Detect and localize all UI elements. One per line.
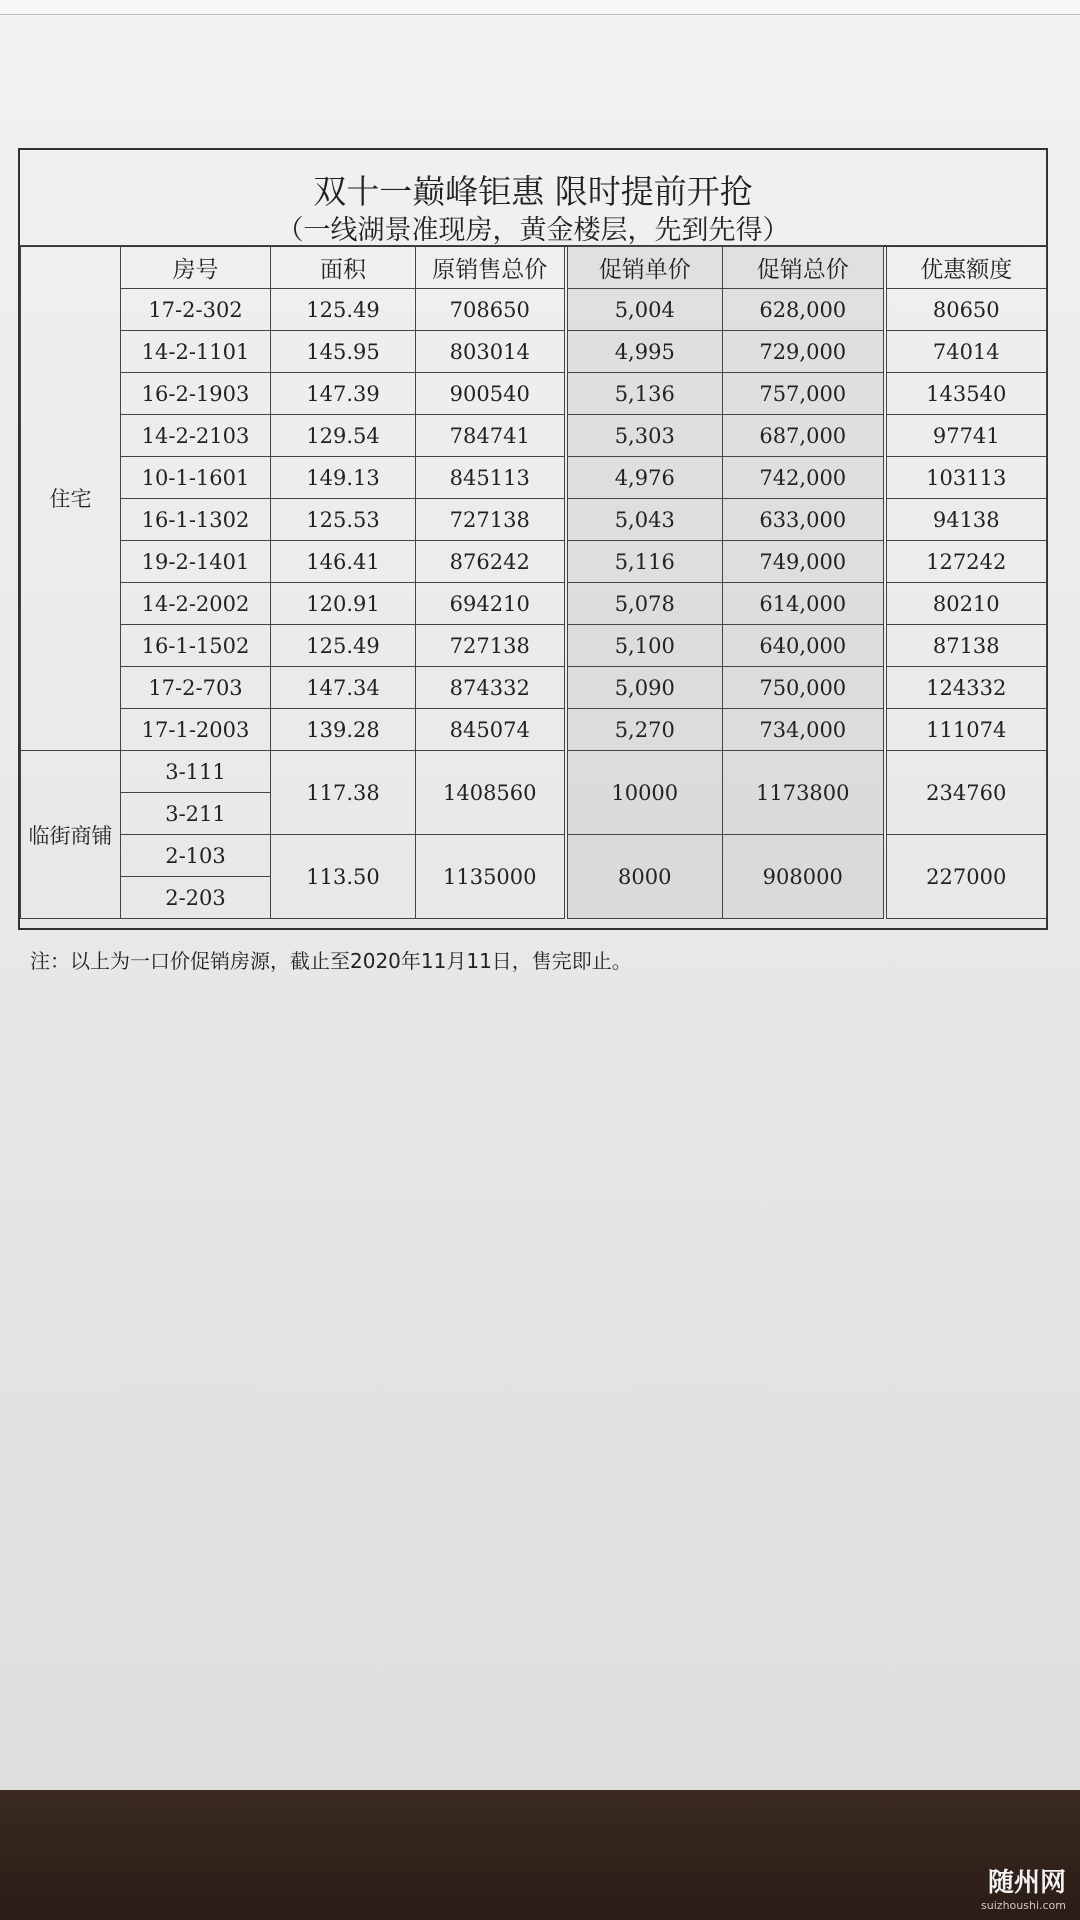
unit-cell: 10-1-1601: [121, 457, 271, 499]
original-total-cell: 874332: [416, 667, 566, 709]
unit-cell: 16-1-1302: [121, 499, 271, 541]
unit-cell: 2-103: [121, 835, 271, 877]
unit-cell: 14-2-2002: [121, 583, 271, 625]
discount-cell: 80650: [885, 289, 1047, 331]
unit-cell: 17-1-2003: [121, 709, 271, 751]
area-cell: 147.39: [271, 373, 416, 415]
col-header-area: 面积: [271, 246, 416, 289]
unit-cell: 16-2-1903: [121, 373, 271, 415]
original-total-cell: 845113: [416, 457, 566, 499]
original-total-cell: 784741: [416, 415, 566, 457]
promo-total-cell: 908000: [723, 835, 885, 919]
table-row: [21, 835, 1047, 877]
unit-price-cell: 4,976: [566, 457, 723, 499]
col-header-unit-price: 促销单价: [566, 246, 723, 289]
promo-total-cell: 640,000: [723, 625, 885, 667]
area-cell: 120.91: [271, 583, 416, 625]
table-row: [21, 373, 1047, 415]
area-cell: 146.41: [271, 541, 416, 583]
promo-total-cell: 628,000: [723, 289, 885, 331]
discount-cell: 94138: [885, 499, 1047, 541]
discount-cell: 143540: [885, 373, 1047, 415]
promo-table: [18, 148, 1048, 930]
area-cell: 125.49: [271, 289, 416, 331]
discount-cell: 74014: [885, 331, 1047, 373]
promo-total-cell: 633,000: [723, 499, 885, 541]
unit-cell: 3-211: [121, 793, 271, 835]
unit-price-cell: 5,136: [566, 373, 723, 415]
original-total-cell: 1135000: [416, 835, 566, 919]
area-cell: 113.50: [271, 835, 416, 919]
original-total-cell: 876242: [416, 541, 566, 583]
unit-price-cell: 10000: [566, 751, 723, 835]
discount-cell: 87138: [885, 625, 1047, 667]
col-header-original-total: 原销售总价: [416, 246, 566, 289]
promo-total-cell: 729,000: [723, 331, 885, 373]
table-row: [21, 331, 1047, 373]
col-header-unit: 房号: [121, 246, 271, 289]
unit-price-cell: 5,116: [566, 541, 723, 583]
promo-total-cell: 614,000: [723, 583, 885, 625]
promo-total-cell: 734,000: [723, 709, 885, 751]
area-cell: 145.95: [271, 331, 416, 373]
unit-cell: 3-111: [121, 751, 271, 793]
discount-cell: 124332: [885, 667, 1047, 709]
original-total-cell: 1408560: [416, 751, 566, 835]
table-title-block: [20, 150, 1046, 247]
table-row: [21, 415, 1047, 457]
unit-price-cell: 5,100: [566, 625, 723, 667]
discount-cell: 227000: [885, 835, 1047, 919]
promo-total-cell: 687,000: [723, 415, 885, 457]
original-total-cell: 727138: [416, 625, 566, 667]
original-total-cell: 900540: [416, 373, 566, 415]
unit-cell: 2-203: [121, 877, 271, 919]
table-subtitle: （一线湖景准现房，黄金楼层，先到先得）: [276, 215, 790, 246]
discount-cell: 234760: [885, 751, 1047, 835]
unit-price-cell: 5,090: [566, 667, 723, 709]
unit-price-cell: 5,043: [566, 499, 723, 541]
discount-cell: 127242: [885, 541, 1047, 583]
original-total-cell: 708650: [416, 289, 566, 331]
unit-cell: 17-2-302: [121, 289, 271, 331]
category-shops: 临街商铺: [21, 751, 121, 919]
category-residential: 住宅: [21, 246, 121, 751]
area-cell: 149.13: [271, 457, 416, 499]
area-cell: 125.53: [271, 499, 416, 541]
footnote: 注：以上为一口价促销房源，截止至2020年11月11日，售完即止。: [30, 949, 632, 973]
original-total-cell: 845074: [416, 709, 566, 751]
watermark-text: 随州网: [987, 1868, 1066, 1898]
table-row: [21, 499, 1047, 541]
unit-cell: 19-2-1401: [121, 541, 271, 583]
unit-price-cell: 5,004: [566, 289, 723, 331]
unit-price-cell: 5,303: [566, 415, 723, 457]
discount-cell: 97741: [885, 415, 1047, 457]
promo-total-cell: 749,000: [723, 541, 885, 583]
col-header-discount: 优惠额度: [885, 246, 1047, 289]
discount-cell: 80210: [885, 583, 1047, 625]
unit-cell: 14-2-1101: [121, 331, 271, 373]
col-header-promo-total: 促销总价: [723, 246, 885, 289]
table-row: [21, 751, 1047, 793]
promo-total-cell: 750,000: [723, 667, 885, 709]
wooden-desk: [0, 1790, 1080, 1920]
promo-total-cell: 757,000: [723, 373, 885, 415]
table-row: [21, 289, 1047, 331]
area-cell: 117.38: [271, 751, 416, 835]
unit-cell: 16-1-1502: [121, 625, 271, 667]
area-cell: 129.54: [271, 415, 416, 457]
discount-cell: 103113: [885, 457, 1047, 499]
table-row: [21, 709, 1047, 751]
unit-price-cell: 5,078: [566, 583, 723, 625]
header-row: [21, 246, 1047, 289]
unit-price-cell: 8000: [566, 835, 723, 919]
original-total-cell: 803014: [416, 331, 566, 373]
table-row: [21, 625, 1047, 667]
watermark-url: suizhoushi.com: [981, 1899, 1066, 1912]
unit-price-cell: 5,270: [566, 709, 723, 751]
area-cell: 139.28: [271, 709, 416, 751]
area-cell: 125.49: [271, 625, 416, 667]
table-row: [21, 541, 1047, 583]
original-total-cell: 694210: [416, 583, 566, 625]
background-paper-edge: [0, 0, 1080, 15]
original-total-cell: 727138: [416, 499, 566, 541]
unit-cell: 17-2-703: [121, 667, 271, 709]
unit-price-cell: 4,995: [566, 331, 723, 373]
table-row: [21, 457, 1047, 499]
table-row: [21, 667, 1047, 709]
table-row: [21, 583, 1047, 625]
discount-cell: 111074: [885, 709, 1047, 751]
unit-cell: 14-2-2103: [121, 415, 271, 457]
watermark-logo: [981, 1862, 1066, 1912]
promo-total-cell: 1173800: [723, 751, 885, 835]
promo-total-cell: 742,000: [723, 457, 885, 499]
table-title: 双十一巅峰钜惠 限时提前开抢: [313, 172, 753, 211]
area-cell: 147.34: [271, 667, 416, 709]
price-grid: [20, 245, 1047, 919]
